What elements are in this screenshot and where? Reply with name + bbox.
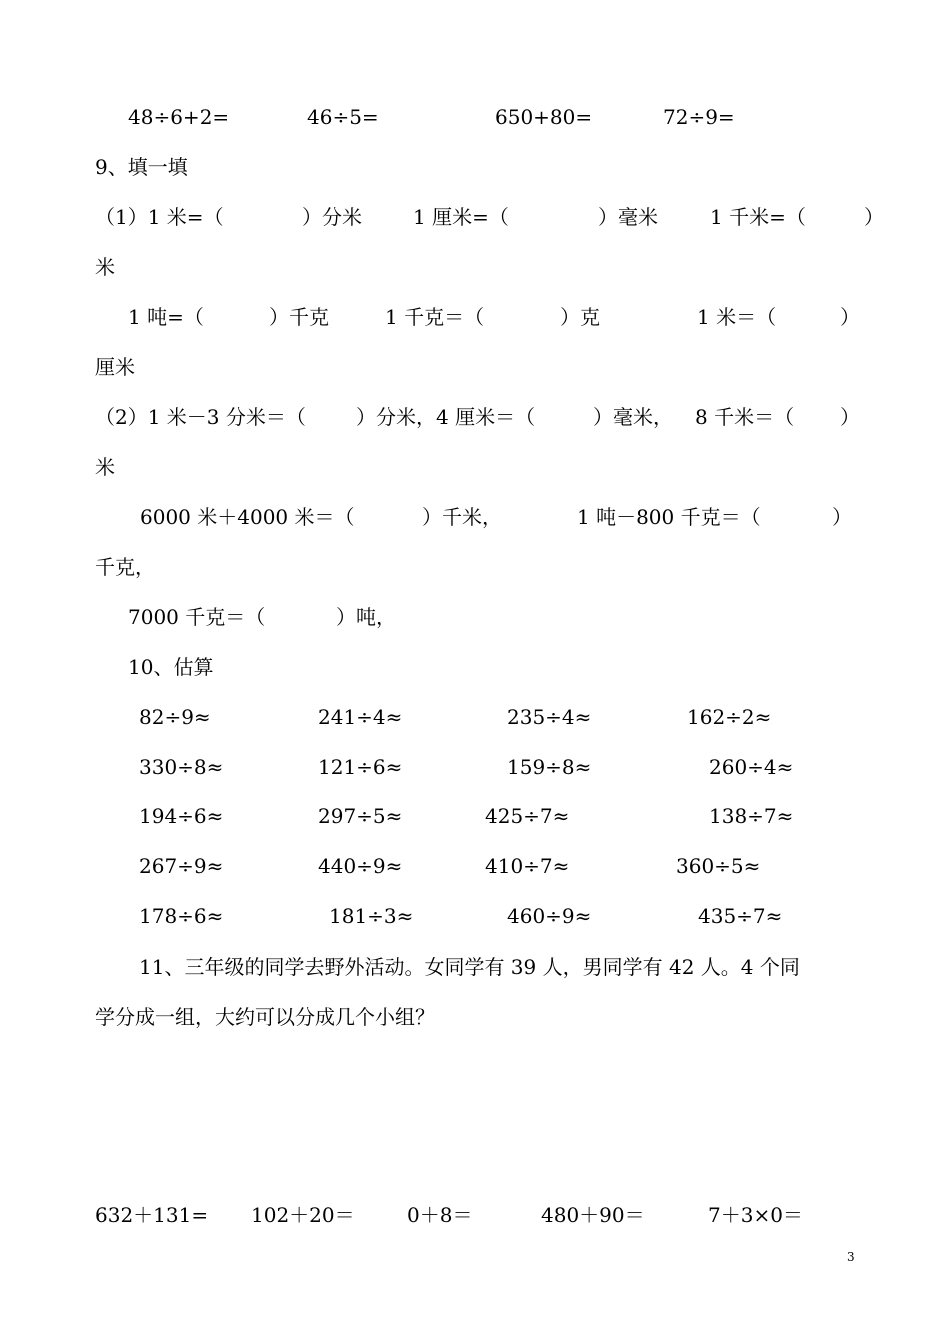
estimate-item: 121÷6≈ [318,755,403,779]
q1-line2-part: ）克 [560,305,600,329]
q1-line2-wrap: 厘米 [95,355,135,379]
q1-line1-wrap: 米 [95,255,115,279]
q2-line1-part: ） [840,405,860,429]
estimate-item: 460÷9≈ [507,904,592,928]
q1-line2-part: 1 吨=（ [128,305,204,329]
estimate-item: 360÷5≈ [676,854,761,878]
q1-line1-part: ） [864,205,884,229]
q1-line1-part: （1）1 米=（ [95,205,224,229]
q2-line1-part: 8 千米＝（ [695,405,795,429]
estimate-item: 260÷4≈ [709,755,794,779]
calc-item: 480＋90＝ [541,1203,645,1227]
estimate-item: 82÷9≈ [139,705,211,729]
estimate-item: 162÷2≈ [687,705,772,729]
estimate-item: 181÷3≈ [329,904,414,928]
calc-item: 0＋8＝ [407,1203,473,1227]
q2-line2-part: ）千米， [422,505,502,529]
q1-line2-part: 1 米＝（ [697,305,777,329]
q2-line2-part: ） [832,505,852,529]
section-10-title: 10、估算 [128,655,214,679]
calc-item: 72÷9= [663,105,735,129]
q2-line1-part: ）分米，4 厘米＝（ [356,405,536,429]
page-number: 3 [847,1250,855,1264]
calc-item: 102＋20＝ [251,1203,355,1227]
estimate-item: 435÷7≈ [698,904,783,928]
q2-line1-part: ）毫米， [593,405,673,429]
calc-item: 46÷5= [307,105,379,129]
q1-line1-part: 1 厘米=（ [413,205,509,229]
estimate-item: 267÷9≈ [139,854,224,878]
calc-item: 632＋131= [95,1203,209,1227]
estimate-item: 241÷4≈ [318,705,403,729]
estimate-item: 194÷6≈ [139,804,224,828]
estimate-item: 440÷9≈ [318,854,403,878]
estimate-item: 235÷4≈ [507,705,592,729]
calc-item: 48÷6+2= [128,105,230,129]
word-problem-line: 11、三年级的同学去野外活动。女同学有 39 人，男同学有 42 人。4 个同 [139,955,800,979]
q2-line1-wrap: 米 [95,455,115,479]
q2-line2-part: 1 吨－800 千克＝（ [577,505,761,529]
q1-line2-part: 1 千克＝（ [385,305,485,329]
q2-line2-part: 6000 米＋4000 米＝（ [140,505,355,529]
q1-line1-part: ）毫米 [598,205,658,229]
q1-line2-part: ）千克 [269,305,329,329]
q2-line1-part: （2）1 米－3 分米＝（ [95,405,306,429]
estimate-item: 410÷7≈ [485,854,570,878]
estimate-item: 159÷8≈ [507,755,592,779]
q2-line2-wrap: 千克， [95,555,155,579]
estimate-item: 138÷7≈ [709,804,794,828]
q2-line3-part: ）吨， [336,605,396,629]
q1-line1-part: 1 千米=（ [710,205,806,229]
estimate-item: 178÷6≈ [139,904,224,928]
q1-line2-part: ） [840,305,860,329]
estimate-item: 330÷8≈ [139,755,224,779]
calc-item: 650+80= [495,105,593,129]
word-problem-line: 学分成一组，大约可以分成几个小组？ [95,1005,435,1029]
q1-line1-part: ）分米 [302,205,362,229]
estimate-item: 425÷7≈ [485,804,570,828]
calc-item: 7＋3×0＝ [708,1203,803,1227]
q2-line3-part: 7000 千克＝（ [128,605,266,629]
section-9-title: 9、填一填 [95,155,188,179]
estimate-item: 297÷5≈ [318,804,403,828]
